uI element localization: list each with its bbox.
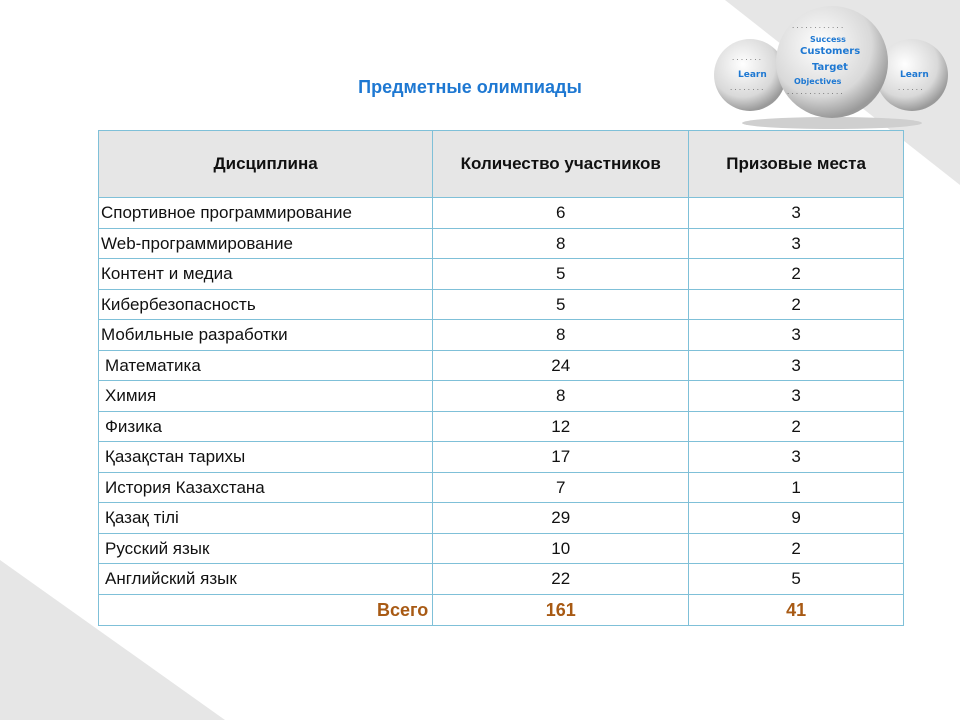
header-prizes: Призовые места bbox=[689, 131, 904, 198]
prizes-cell: 3 bbox=[689, 381, 904, 412]
globe-word-center-1: · · · · · · · · · · · · bbox=[792, 24, 844, 32]
word-globes-image bbox=[712, 0, 952, 130]
prizes-cell: 3 bbox=[689, 228, 904, 259]
discipline-cell: Русский язык bbox=[99, 533, 433, 564]
discipline-cell: Мобильные разработки bbox=[99, 320, 433, 351]
table-row bbox=[99, 442, 904, 473]
total-prizes: 41 bbox=[689, 594, 904, 625]
table-row bbox=[99, 564, 904, 595]
participants-cell: 10 bbox=[433, 533, 689, 564]
prizes-cell: 2 bbox=[689, 289, 904, 320]
table-row bbox=[99, 381, 904, 412]
prizes-cell: 3 bbox=[689, 442, 904, 473]
discipline-cell: Web-программирование bbox=[99, 228, 433, 259]
participants-cell: 7 bbox=[433, 472, 689, 503]
globe-word-learn-right: Learn bbox=[900, 70, 929, 80]
participants-cell: 22 bbox=[433, 564, 689, 595]
globe-word-learn-left: Learn bbox=[738, 70, 767, 80]
table-header-row bbox=[99, 131, 904, 198]
page-title: Предметные олимпиады bbox=[358, 77, 582, 97]
total-participants: 161 bbox=[433, 594, 689, 625]
globes-shadow bbox=[742, 117, 922, 129]
globe-word-customers: Customers bbox=[800, 46, 861, 57]
prizes-cell: 1 bbox=[689, 472, 904, 503]
globe-word-left-2: · · · · · · · · bbox=[730, 86, 764, 94]
header-discipline: Дисциплина bbox=[99, 131, 433, 198]
discipline-cell: Английский язык bbox=[99, 564, 433, 595]
participants-cell: 5 bbox=[433, 259, 689, 290]
globe-word-right-2: · · · · · · bbox=[898, 86, 923, 94]
globe-word-center-3: · · · · · · · · · · · · · bbox=[787, 90, 843, 98]
participants-cell: 8 bbox=[433, 228, 689, 259]
participants-cell: 6 bbox=[433, 198, 689, 229]
prizes-cell: 9 bbox=[689, 503, 904, 534]
participants-cell: 8 bbox=[433, 381, 689, 412]
discipline-cell: Қазақ тілі bbox=[99, 503, 433, 534]
discipline-cell: Контент и медиа bbox=[99, 259, 433, 290]
table-row bbox=[99, 289, 904, 320]
table-row bbox=[99, 472, 904, 503]
globe-word-target: Target bbox=[812, 62, 848, 73]
prizes-cell: 3 bbox=[689, 198, 904, 229]
discipline-cell: Физика bbox=[99, 411, 433, 442]
header-participants: Количество участников bbox=[433, 131, 689, 198]
prizes-cell: 2 bbox=[689, 533, 904, 564]
total-label: Всего bbox=[99, 594, 433, 625]
participants-cell: 8 bbox=[433, 320, 689, 351]
participants-cell: 17 bbox=[433, 442, 689, 473]
discipline-cell: Математика bbox=[99, 350, 433, 381]
discipline-cell: Химия bbox=[99, 381, 433, 412]
participants-cell: 24 bbox=[433, 350, 689, 381]
table-row bbox=[99, 228, 904, 259]
globe-word-objectives: Objectives bbox=[794, 77, 842, 86]
table-row bbox=[99, 411, 904, 442]
participants-cell: 29 bbox=[433, 503, 689, 534]
table-total-row bbox=[99, 594, 904, 625]
globe-word-left-1: · · · · · · · bbox=[732, 56, 761, 64]
prizes-cell: 2 bbox=[689, 259, 904, 290]
discipline-cell: Спортивное программирование bbox=[99, 198, 433, 229]
table-row bbox=[99, 320, 904, 351]
prizes-cell: 5 bbox=[689, 564, 904, 595]
olympiad-table bbox=[98, 130, 904, 626]
table-row bbox=[99, 259, 904, 290]
discipline-cell: Қазақстан тарихы bbox=[99, 442, 433, 473]
table-row bbox=[99, 350, 904, 381]
participants-cell: 12 bbox=[433, 411, 689, 442]
globe-word-success: Success bbox=[810, 35, 846, 44]
discipline-cell: Кибербезопасность bbox=[99, 289, 433, 320]
table-row bbox=[99, 198, 904, 229]
prizes-cell: 2 bbox=[689, 411, 904, 442]
participants-cell: 5 bbox=[433, 289, 689, 320]
prizes-cell: 3 bbox=[689, 350, 904, 381]
prizes-cell: 3 bbox=[689, 320, 904, 351]
table-row bbox=[99, 503, 904, 534]
discipline-cell: История Казахстана bbox=[99, 472, 433, 503]
table-row bbox=[99, 533, 904, 564]
